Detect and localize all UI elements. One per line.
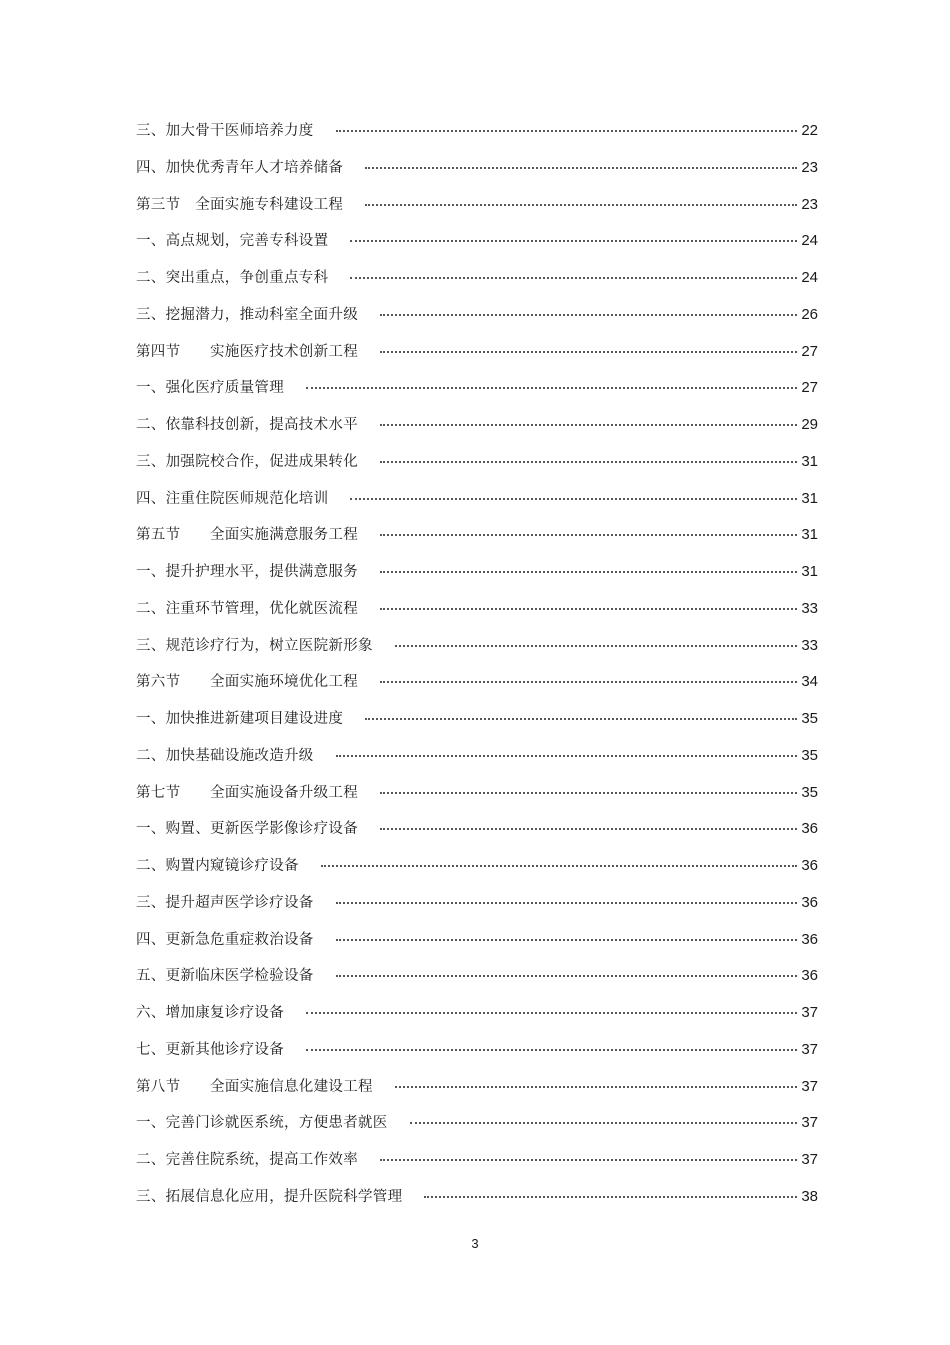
toc-entry-page: 24 xyxy=(801,232,818,250)
toc-entry-page: 31 xyxy=(801,489,818,507)
leader-dots xyxy=(350,486,797,500)
toc-entry[interactable] xyxy=(136,628,818,665)
leader-dots xyxy=(380,339,797,353)
leader-dots xyxy=(380,302,797,316)
toc-entry-title: 第七节 全面实施设备升级工程 xyxy=(136,784,358,801)
leader-dots xyxy=(380,780,797,794)
toc-entry-title: 三、规范诊疗行为，树立医院新形象 xyxy=(136,637,373,654)
toc-entry[interactable] xyxy=(136,701,818,738)
toc-entry-title: 二、购置内窥镜诊疗设备 xyxy=(136,858,299,874)
toc-entry[interactable] xyxy=(136,664,818,701)
leader-dots xyxy=(380,669,797,683)
leader-dots xyxy=(336,963,798,977)
toc-entry-page: 31 xyxy=(801,563,818,580)
toc-entry[interactable] xyxy=(136,297,818,334)
toc-entry-page: 36 xyxy=(801,893,818,911)
toc-entry[interactable] xyxy=(136,260,818,297)
toc-entry-title: 三、提升超声医学诊疗设备 xyxy=(136,894,314,911)
toc-entry-page: 36 xyxy=(801,820,818,838)
toc-entry[interactable] xyxy=(136,848,818,885)
leader-dots xyxy=(380,559,797,573)
leader-dots xyxy=(395,633,798,647)
toc-entry-page: 36 xyxy=(801,857,818,874)
leader-dots xyxy=(395,1074,798,1088)
toc-entry[interactable] xyxy=(136,334,818,371)
toc-entry[interactable] xyxy=(136,1142,818,1179)
toc-entry-page: 26 xyxy=(801,305,818,323)
toc-entry-page: 35 xyxy=(801,710,818,727)
leader-dots xyxy=(365,155,797,169)
toc-entry-title: 六、增加康复诊疗设备 xyxy=(136,1005,284,1021)
toc-entry-title: 五、更新临床医学检验设备 xyxy=(136,968,314,985)
toc-entry[interactable] xyxy=(136,1032,818,1069)
toc-entry-page: 27 xyxy=(801,379,818,397)
toc-entry-page: 29 xyxy=(801,416,818,433)
toc-entry-title: 一、购置、更新医学影像诊疗设备 xyxy=(136,821,358,838)
toc-entry-page: 37 xyxy=(801,1004,818,1021)
toc-entry[interactable] xyxy=(136,407,818,444)
toc-entry-page: 37 xyxy=(801,1114,818,1132)
toc-entry[interactable] xyxy=(136,958,818,995)
toc-entry-title: 第四节 实施医疗技术创新工程 xyxy=(136,343,358,360)
leader-dots xyxy=(365,192,797,206)
toc-entry[interactable] xyxy=(136,1069,818,1106)
toc-entry-title: 第三节 全面实施专科建设工程 xyxy=(136,196,344,213)
toc-entry[interactable] xyxy=(136,591,818,628)
leader-dots xyxy=(306,1000,797,1014)
toc-entry-page: 38 xyxy=(801,1187,818,1205)
leader-dots xyxy=(321,853,798,867)
toc-entry-title: 第六节 全面实施环境优化工程 xyxy=(136,674,358,691)
toc-entry[interactable] xyxy=(136,223,818,260)
leader-dots xyxy=(365,706,797,720)
toc-entry-page: 31 xyxy=(801,526,818,544)
toc-entry-page: 36 xyxy=(801,967,818,985)
leader-dots xyxy=(350,265,797,279)
toc-entry-title: 四、注重住院医师规范化培训 xyxy=(136,490,329,507)
toc-entry-page: 35 xyxy=(801,783,818,801)
toc-entry-title: 一、提升护理水平，提供满意服务 xyxy=(136,564,358,580)
leader-dots xyxy=(350,228,797,242)
toc-entry-page: 23 xyxy=(801,158,818,176)
toc-entry[interactable] xyxy=(136,481,818,518)
toc-entry-page: 22 xyxy=(801,122,818,139)
toc-entry[interactable] xyxy=(136,113,818,150)
toc-entry[interactable] xyxy=(136,738,818,775)
toc-entry-title: 三、加大骨干医师培养力度 xyxy=(136,123,314,139)
toc-entry-title: 一、强化医疗质量管理 xyxy=(136,380,284,397)
toc-entry-title: 二、突出重点，争创重点专科 xyxy=(136,270,329,286)
toc-entry-title: 二、完善住院系统，提高工作效率 xyxy=(136,1152,358,1168)
toc-entry-title: 三、加强院校合作，促进成果转化 xyxy=(136,453,358,470)
toc-entry-title: 一、加快推进新建项目建设进度 xyxy=(136,711,344,727)
toc-entry-title: 二、加快基础设施改造升级 xyxy=(136,747,314,764)
toc-entry[interactable] xyxy=(136,922,818,959)
toc-entry[interactable] xyxy=(136,885,818,922)
toc-entry-title: 四、加快优秀青年人才培养储备 xyxy=(136,159,344,176)
toc-entry-page: 31 xyxy=(801,452,818,470)
toc-entry-page: 37 xyxy=(801,1040,818,1058)
leader-dots xyxy=(336,927,798,941)
toc-entry-page: 33 xyxy=(801,636,818,654)
toc-entry-title: 第五节 全面实施满意服务工程 xyxy=(136,527,358,544)
leader-dots xyxy=(380,412,797,426)
leader-dots xyxy=(336,118,798,132)
leader-dots xyxy=(380,596,797,610)
toc-entry-page: 36 xyxy=(801,930,818,948)
toc-entry[interactable] xyxy=(136,554,818,591)
leader-dots xyxy=(336,743,798,757)
toc-entry-title: 三、挖掘潜力，推动科室全面升级 xyxy=(136,306,358,323)
toc-entry[interactable] xyxy=(136,187,818,224)
toc-entry-page: 34 xyxy=(801,673,818,691)
toc-entry-page: 37 xyxy=(801,1077,818,1095)
leader-dots xyxy=(306,1037,797,1051)
toc-entry[interactable] xyxy=(136,444,818,481)
leader-dots xyxy=(380,1147,797,1161)
toc-entry[interactable] xyxy=(136,150,818,187)
leader-dots xyxy=(380,816,797,830)
leader-dots xyxy=(380,449,797,463)
toc-entry[interactable] xyxy=(136,370,818,407)
toc-entry-page: 37 xyxy=(801,1151,818,1168)
toc-entry[interactable] xyxy=(136,1179,818,1216)
toc-entry[interactable] xyxy=(136,811,818,848)
toc-entry-title: 四、更新急危重症救治设备 xyxy=(136,931,314,948)
leader-dots xyxy=(410,1110,798,1124)
leader-dots xyxy=(306,375,797,389)
toc-entry[interactable] xyxy=(136,1105,818,1142)
leader-dots xyxy=(380,522,797,536)
leader-dots xyxy=(336,890,798,904)
toc-entry-title: 一、高点规划，完善专科设置 xyxy=(136,233,329,250)
toc-entry-title: 二、注重环节管理，优化就医流程 xyxy=(136,600,358,617)
toc-entry-page: 23 xyxy=(801,195,818,213)
toc-entry-title: 二、依靠科技创新，提高技术水平 xyxy=(136,417,358,433)
leader-dots xyxy=(424,1184,797,1198)
toc-entry[interactable] xyxy=(136,775,818,812)
toc-entry-title: 七、更新其他诊疗设备 xyxy=(136,1041,284,1058)
toc-entry[interactable] xyxy=(136,995,818,1032)
table-of-contents xyxy=(136,113,818,1216)
toc-entry-title: 第八节 全面实施信息化建设工程 xyxy=(136,1078,373,1095)
toc-entry-page: 35 xyxy=(801,746,818,764)
toc-entry-title: 三、拓展信息化应用，提升医院科学管理 xyxy=(136,1188,403,1205)
page-number: 3 xyxy=(471,1236,479,1251)
toc-entry-page: 24 xyxy=(801,269,818,286)
toc-entry-page: 27 xyxy=(801,342,818,360)
toc-entry[interactable] xyxy=(136,517,818,554)
toc-entry-title: 一、完善门诊就医系统，方便患者就医 xyxy=(136,1115,388,1132)
toc-entry-page: 33 xyxy=(801,599,818,617)
